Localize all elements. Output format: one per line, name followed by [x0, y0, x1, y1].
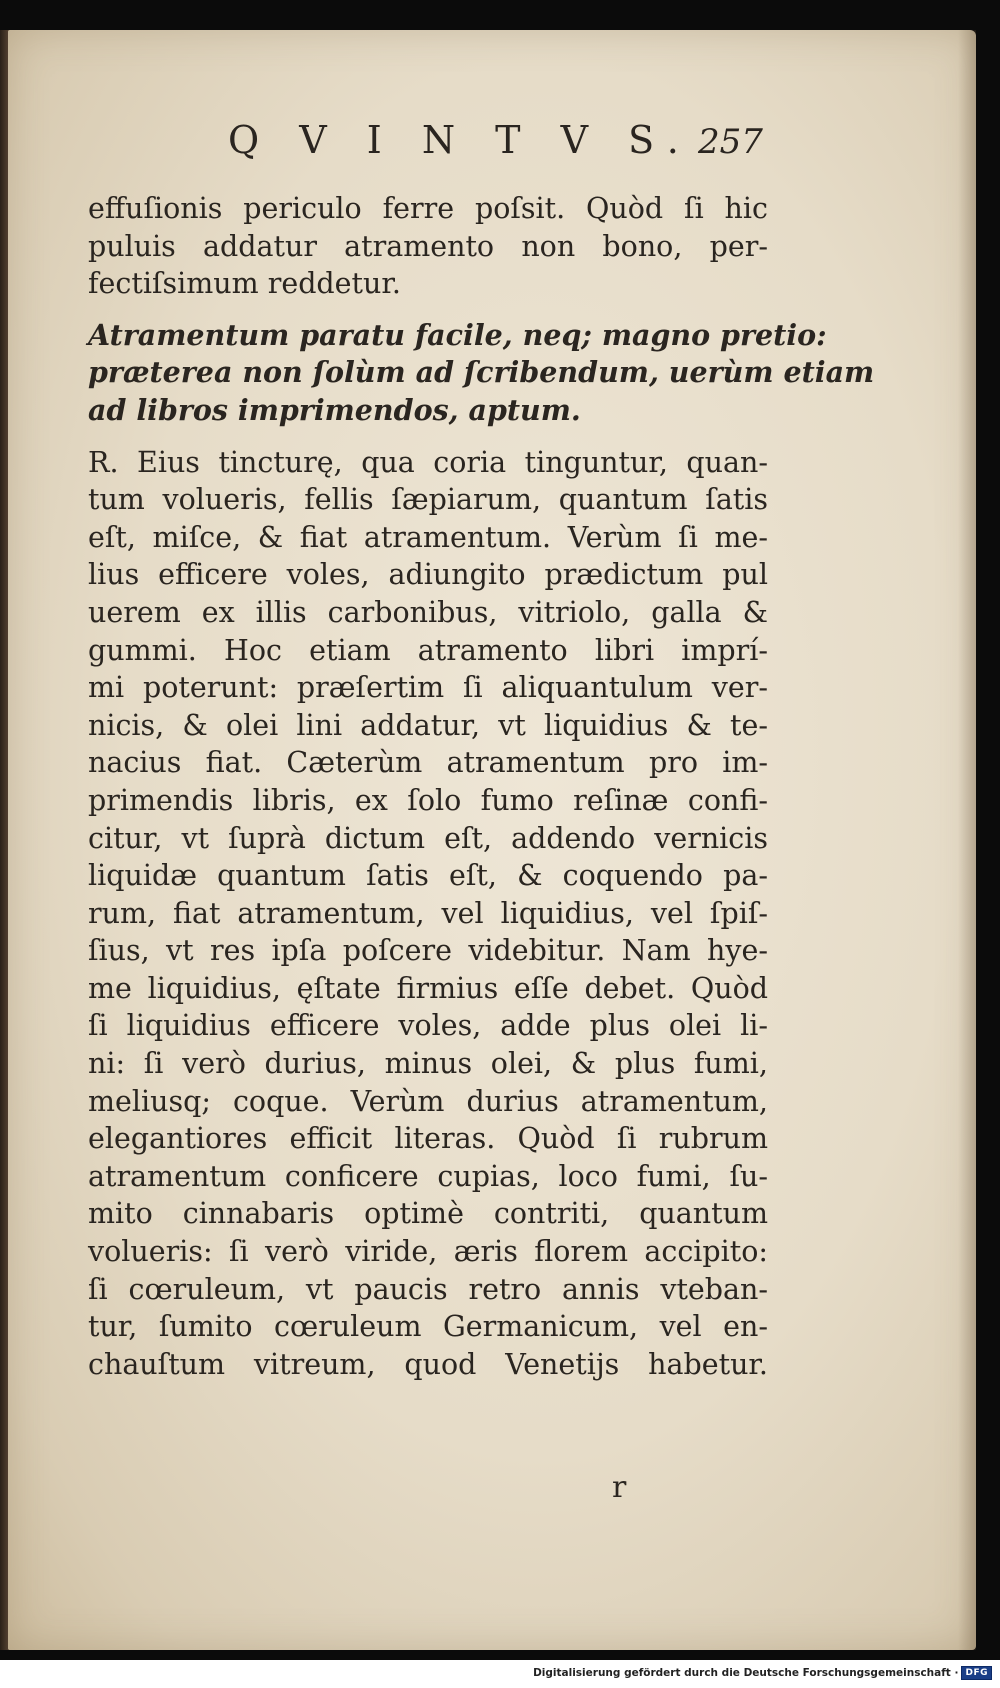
body-text-line: volueris: ſi verò viride, æris florem accipito: [88, 1235, 768, 1269]
signature-mark: r [612, 1470, 627, 1505]
body-text-line: atramentum conficere cupias, loco fumi, ſu- [88, 1159, 768, 1193]
body-text-line: rum, fiat atramentum, vel liquidius, vel ſpiſ- [88, 896, 768, 930]
body-text-line: ſius, vt res ipſa poſcere videbitur. Nam hye- [88, 934, 768, 968]
page-number: 257 [698, 122, 763, 162]
credit-text: Digitalisierung gefördert durch die Deutsche Forschungsgemeinschaft · [533, 1667, 959, 1679]
body-text-line: primendis libris, ex ſolo fumo reſinæ confi- [88, 783, 768, 817]
body-text-line: chauſtum vitreum, quod Venetijs habetur. [88, 1347, 768, 1381]
body-text-line: elegantiores efficit literas. Quòd ſi rubrum [88, 1122, 768, 1156]
body-text-line: eſt, miſce, & fiat atramentum. Verùm ſi me- [88, 520, 768, 554]
body-text-line: me liquidius, ęſtate firmius eſſe debet. Quòd [88, 971, 768, 1005]
digitization-credit [533, 1666, 992, 1680]
body-text-line: R. Eius tincturę, qua coria tinguntur, quan- [88, 445, 768, 479]
body-text-line: uerem ex illis carbonibus, vitriolo, galla & [88, 595, 768, 629]
dfg-logo: DFG [961, 1666, 992, 1680]
body-text-line: fectiſsimum reddetur. [88, 267, 401, 301]
paragraph-gap [88, 430, 768, 444]
recipe-heading-line: Atramentum paratu facile, neq; magno pretio: [88, 317, 827, 352]
body-text-line: nicis, & olei lini addatur, vt liquidius & te- [88, 708, 768, 742]
body-text-line: effuſionis periculo ferre poſsit. Quòd ſi hic [88, 192, 768, 225]
page-edge-shadow [958, 30, 976, 1650]
body-text-line: tur, ſumito cœruleum Germanicum, vel en- [88, 1310, 768, 1344]
page-body [88, 190, 875, 1383]
body-text-line: liquidæ quantum ſatis eſt, & coquendo pa- [88, 859, 768, 893]
body-text-line: ſi cœruleum, vt paucis retro annis vteban- [88, 1272, 768, 1306]
body-text-line: citur, vt ſuprà dictum eſt, addendo vernicis [88, 821, 768, 855]
body-text-line: ſi liquidius efficere voles, adde plus olei li- [88, 1009, 768, 1043]
book-page [8, 30, 976, 1650]
body-text-line: meliusq; coque. Verùm durius atramentum, [88, 1084, 768, 1118]
body-text-line: tum volueris, fellis ſæpiarum, quantum ſatis [88, 483, 768, 517]
body-text-line: mi poterunt: præſertim ſi aliquantulum ver- [88, 671, 768, 705]
body-text-line: puluis addatur atramento non bono, per- [88, 229, 768, 263]
body-text-line: mito cinnabaris optimè contriti, quantum [88, 1197, 768, 1231]
body-text-line: gummi. Hoc etiam atramento libri imprí- [88, 633, 768, 667]
running-head: Q V I N T V S. [228, 118, 693, 162]
recipe-heading-line: ad libros imprimendos, aptum. [88, 392, 581, 427]
paragraph-gap [88, 303, 768, 317]
recipe-heading-line: præterea non ſolùm ad ſcribendum, uerùm etiam [88, 355, 875, 390]
body-text-line: nacius fiat. Cæterùm atramentum pro im- [88, 746, 768, 780]
body-text-line: ni: ſi verò durius, minus olei, & plus fumi, [88, 1047, 768, 1081]
body-text-line: lius efficere voles, adiungito prædictum pul [88, 558, 768, 592]
